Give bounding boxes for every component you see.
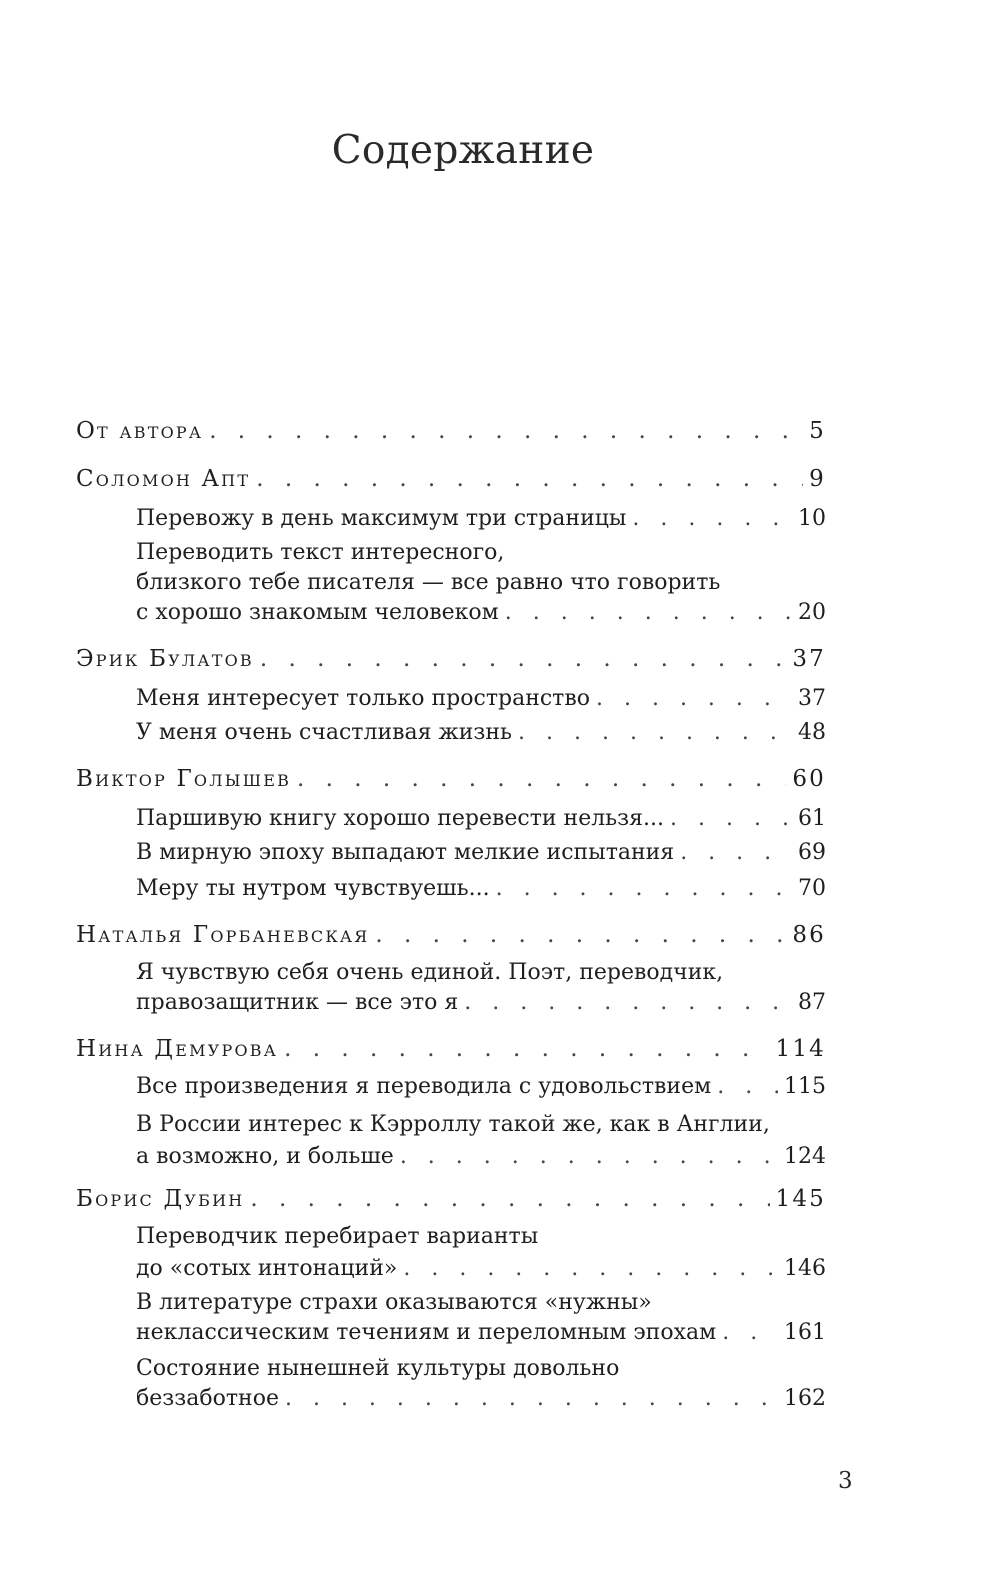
dot-leader [464,990,792,1016]
toc-chapter-entry [136,1256,826,1282]
author-name: Нина Демурова [76,1036,279,1062]
author-name: От автора [76,418,204,444]
chapter-title-line: Состояние нынешней культуры довольно [136,1356,620,1381]
dot-leader [632,506,792,532]
page-ref: 69 [798,840,826,865]
dot-leader [596,686,792,712]
chapter-title-line: Я чувствую себя очень единой. Поэт, переводчик, [136,960,724,985]
toc-author-entry [76,466,826,492]
toc-chapter-entry [136,990,826,1016]
toc-author-entry [76,766,826,792]
dot-leader [256,466,803,492]
toc-chapter-entry [136,720,826,746]
author-name: Борис Дубин [76,1186,245,1212]
toc-author-entry [76,646,826,672]
page-ref: 60 [792,766,826,792]
page-ref: 161 [784,1320,826,1345]
dot-leader [722,1320,778,1346]
dot-leader [284,1036,769,1062]
dot-leader [505,600,792,626]
chapter-title: У меня очень счастливая жизнь [136,720,513,745]
page-title: Содержание [331,128,595,173]
toc-author-entry [76,922,826,948]
page-ref: 9 [809,466,826,492]
chapter-title: Перевожу в день максимум три страницы [136,506,627,531]
page-ref: 70 [798,876,826,901]
chapter-title-line: В России интерес к Кэрроллу такой же, как в Англии, [136,1112,770,1137]
toc-chapter-entry [136,1144,826,1170]
page-ref: 146 [784,1256,826,1281]
chapter-title: В мирную эпоху выпадают мелкие испытания [136,840,675,865]
dot-leader [670,806,792,832]
page-ref: 20 [798,600,826,625]
toc-chapter-entry [136,686,826,712]
page-ref: 37 [792,646,826,672]
dot-leader [496,876,792,902]
chapter-title-line: Переводить текст интересного, [136,540,505,565]
dot-leader [260,646,786,672]
chapter-title-line: В литературе страхи оказываются «нужны» [136,1290,652,1315]
page-number: 3 [838,1468,853,1494]
page-ref: 115 [784,1074,826,1099]
author-name: Соломон Апт [76,466,251,492]
toc-chapter-entry [136,1074,826,1100]
page-ref: 124 [784,1144,826,1169]
toc-chapter-entry [136,840,826,866]
author-name: Виктор Голышев [76,766,292,792]
chapter-title-line: беззаботное [136,1386,279,1411]
chapter-title-line: а возможно, и больше [136,1144,394,1169]
page-ref: 61 [798,806,826,831]
dot-leader [250,1186,769,1212]
chapter-title-line: Переводчик перебирает варианты [136,1224,539,1249]
toc-author-entry [76,1186,826,1212]
page-ref: 10 [798,506,826,531]
page-ref: 5 [809,418,826,444]
chapter-title: Меня интересует только пространство [136,686,590,711]
toc-chapter-entry [136,1386,826,1412]
toc-chapter-entry [136,600,826,626]
dot-leader [518,720,792,746]
dot-leader [403,1256,778,1282]
dot-leader [680,840,792,866]
chapter-title: Паршивую книгу хорошо перевести нельзя... [136,806,665,831]
page-ref: 48 [798,720,826,745]
dot-leader [717,1074,778,1100]
toc-author-entry [76,418,826,444]
chapter-title: Меру ты нутром чувствуешь... [136,876,490,901]
dot-leader [285,1386,778,1412]
toc-chapter-entry [136,1320,826,1346]
chapter-title-line: близкого тебе писателя — все равно что говорить [136,570,721,595]
chapter-title-line: с хорошо знакомым человеком [136,600,499,625]
dot-leader [209,418,803,444]
author-name: Наталья Горбаневская [76,922,370,948]
toc-chapter-entry [136,876,826,902]
chapter-title-line: до «сотых интонаций» [136,1256,398,1281]
toc-chapter-entry [136,506,826,532]
page-ref: 145 [775,1186,826,1212]
dot-leader [400,1144,778,1170]
chapter-title-line: правозащитник — все это я [136,990,459,1015]
page-ref: 162 [784,1386,826,1411]
chapter-title-line: неклассическим течениям и переломным эпохам [136,1320,717,1345]
chapter-title: Все произведения я переводила с удовольствием [136,1074,712,1099]
page-ref: 86 [792,922,826,948]
dot-leader [375,922,786,948]
page-ref: 87 [798,990,826,1015]
page-ref: 37 [798,686,826,711]
page-ref: 114 [775,1036,826,1062]
toc-chapter-entry [136,806,826,832]
author-name: Эрик Булатов [76,646,254,672]
toc-author-entry [76,1036,826,1062]
dot-leader [297,766,786,792]
